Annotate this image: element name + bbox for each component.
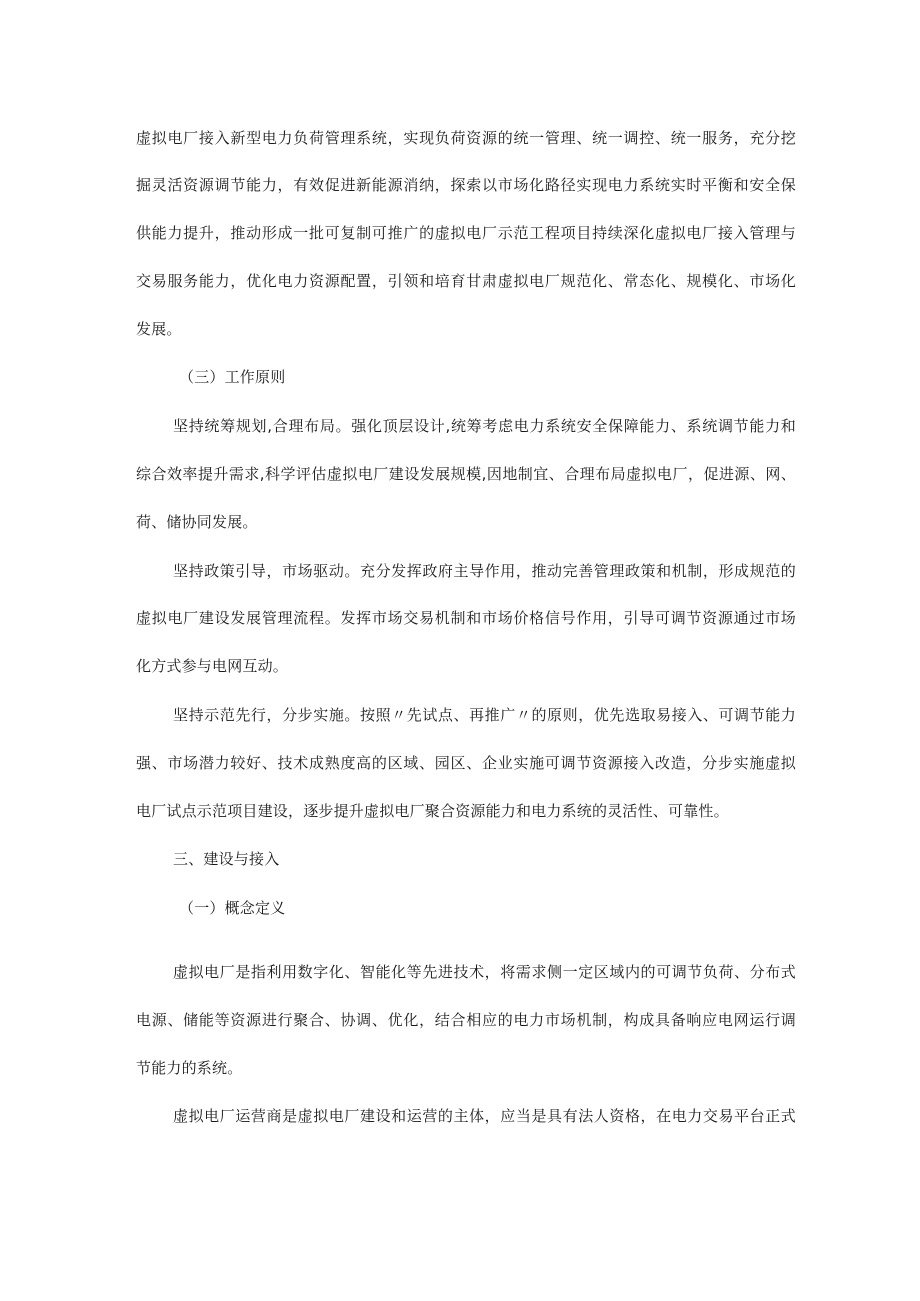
heading-work-principles: （三）工作原则 (179, 368, 286, 386)
heading-concept-definition: （一）概念定义 (179, 899, 286, 917)
text-line: 虚拟电厂建设发展管理流程。发挥市场交易机制和市场价格信号作用，引导可调节资源通过市场 (136, 609, 796, 627)
text-line: 虚拟电厂接入新型电力负荷管理系统，实现负荷资源的统一管理、统一调控、统一服务，充分挖 (136, 129, 796, 147)
text-line: 虚拟电厂是指利用数字化、智能化等先进技术，将需求侧一定区域内的可调节负荷、分布式 (173, 963, 796, 981)
text-line: 坚持统筹规划,合理布局。强化顶层设计,统筹考虑电力系统安全保障能力、系统调节能力和 (173, 417, 796, 435)
text-line: 化方式参与电网互动。 (136, 657, 289, 675)
text-line: 坚持示范先行，分步实施。按照〃先试点、再推广〃的原则，优先选取易接入、可调节能力 (173, 706, 796, 724)
text-line: 供能力提升，推动形成一批可复制可推广的虚拟电厂示范工程项目持续深化虚拟电厂接入管理与 (136, 224, 796, 242)
text-line: 掘灵活资源调节能力，有效促进新能源消纳，探索以市场化路径实现电力系统实时平衡和安全保 (136, 176, 796, 194)
text-line: 虚拟电厂运营商是虚拟电厂建设和运营的主体，应当是具有法人资格，在电力交易平台正式 (173, 1107, 796, 1125)
text-line: 强、市场潜力较好、技术成熟度高的区域、园区、企业实施可调节资源接入改造，分步实施虚拟 (136, 754, 796, 772)
heading-section-three: 三、建设与接入 (173, 850, 280, 868)
text-line: 电源、储能等资源进行聚合、协调、优化，结合相应的电力市场机制，构成具备响应电网运行调 (136, 1011, 796, 1029)
text-line: 综合效率提升需求,科学评估虚拟电厂建设发展规模,因地制宜、合理布局虚拟电厂，促进源、网、 (136, 465, 796, 483)
text-line: 交易服务能力，优化电力资源配置，引领和培育甘肃虚拟电厂规范化、常态化、规模化、市场化 (136, 272, 796, 290)
text-line: 坚持政策引导，市场驱动。充分发挥政府主导作用，推动完善管理政策和机制，形成规范的 (173, 562, 796, 580)
text-line: 节能力的系统。 (136, 1059, 243, 1077)
text-line: 发展。 (136, 320, 182, 338)
text-line: 电厂试点示范项目建设，逐步提升虚拟电厂聚合资源能力和电力系统的灵活性、可靠性。 (136, 802, 729, 820)
text-line: 荷、储协同发展。 (136, 513, 258, 531)
